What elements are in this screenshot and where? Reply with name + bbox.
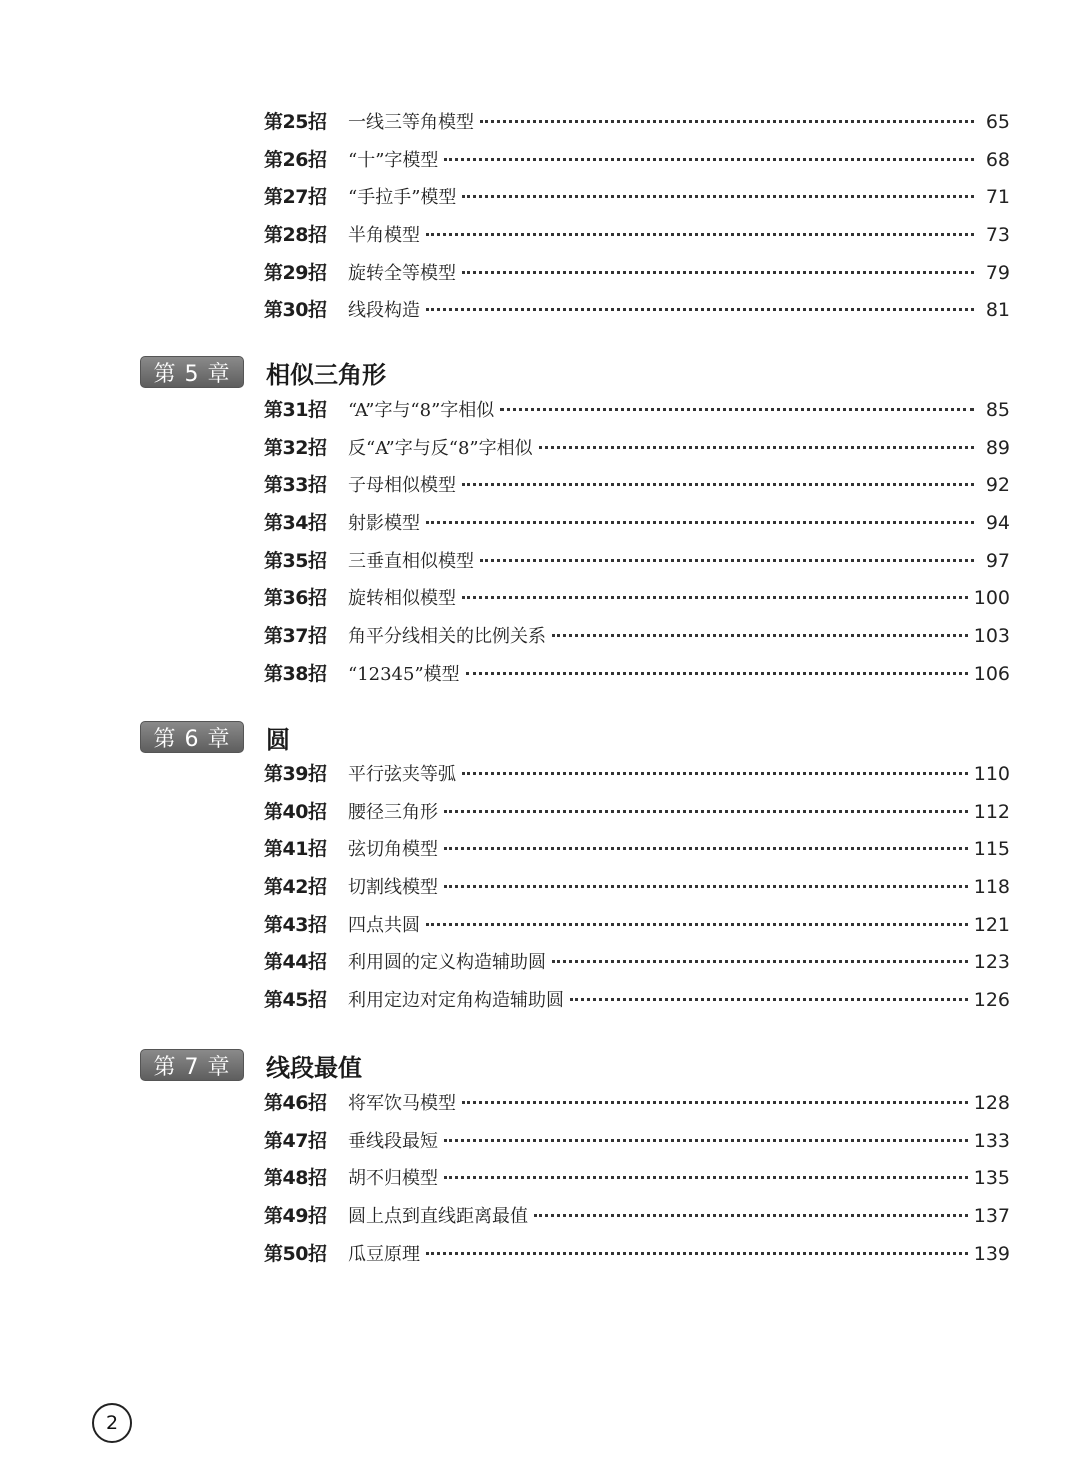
entry-page: 97 [985, 549, 1010, 572]
toc-entry[interactable] [264, 292, 1010, 330]
toc-entry[interactable] [264, 142, 1010, 180]
entry-title: 利用定边对定角构造辅助圆 [348, 990, 564, 1012]
dot-leader [466, 672, 968, 675]
toc-entry[interactable] [264, 869, 1010, 907]
toc-entry[interactable] [264, 1160, 1010, 1198]
entry-number: 第36招 [264, 587, 327, 610]
dot-leader [462, 483, 974, 486]
entry-page: 65 [985, 111, 1010, 133]
entry-page: 123 [973, 951, 1010, 974]
toc-entry[interactable] [264, 756, 1010, 794]
dot-leader [500, 408, 974, 411]
entry-page: 71 [985, 186, 1010, 209]
dot-leader [462, 195, 974, 198]
entry-title: 四点共圆 [348, 914, 420, 936]
entry-page: 133 [973, 1129, 1010, 1152]
entry-title: 将军饮马模型 [348, 1093, 456, 1114]
chapter-heading-5[interactable] [140, 356, 386, 388]
entry-page: 89 [985, 436, 1010, 459]
dot-leader [444, 847, 968, 850]
dot-leader [480, 559, 974, 562]
entry-number: 第32招 [264, 436, 327, 459]
toc-entry[interactable] [264, 1236, 1010, 1274]
entry-number: 第46招 [264, 1092, 327, 1114]
entry-title: 圆上点到直线距离最值 [348, 1206, 528, 1228]
entry-title: 线段构造 [348, 300, 420, 322]
dot-leader [426, 308, 974, 311]
chapter-badge: 第 5 章 [140, 356, 244, 388]
toc-entry[interactable] [264, 618, 1010, 656]
chapter-badge: 第 7 章 [140, 1049, 244, 1081]
dot-leader [426, 1252, 968, 1255]
entry-number: 第26招 [264, 148, 327, 171]
entries-group-chapter-5 [264, 392, 1010, 694]
dot-leader [552, 960, 968, 963]
entry-number: 第45招 [264, 989, 327, 1012]
dot-leader [444, 810, 968, 813]
entries-group-chapter-7 [264, 1085, 1010, 1273]
chapter-heading-6[interactable] [140, 721, 290, 753]
toc-entry[interactable] [264, 907, 1010, 945]
dot-leader [426, 233, 974, 236]
dot-leader [570, 998, 968, 1001]
entry-number: 第34招 [264, 512, 327, 535]
dot-leader [444, 1139, 968, 1142]
dot-leader [480, 120, 974, 123]
entry-page: 128 [973, 1092, 1010, 1114]
entry-number: 第27招 [264, 186, 327, 209]
dot-leader [539, 446, 974, 449]
entry-number: 第41招 [264, 838, 327, 861]
entry-page: 94 [985, 512, 1010, 535]
entry-title: 射影模型 [348, 513, 420, 535]
entry-number: 第37招 [264, 625, 327, 648]
entry-number: 第49招 [264, 1205, 327, 1228]
entry-title: “A”字与“8”字相似 [348, 400, 495, 421]
entry-title: 半角模型 [348, 225, 420, 247]
entry-title: 角平分线相关的比例关系 [348, 626, 546, 648]
dot-leader [462, 1101, 968, 1104]
chapter-title: 圆 [266, 725, 290, 754]
entries-group-chapter-6 [264, 756, 1010, 1020]
toc-entry[interactable] [264, 982, 1010, 1020]
chapter-title: 线段最值 [266, 1053, 362, 1082]
entry-page: 112 [973, 800, 1010, 823]
entry-page: 92 [985, 474, 1010, 497]
dot-leader [462, 772, 968, 775]
entry-number: 第28招 [264, 224, 327, 247]
entry-title: 旋转全等模型 [348, 262, 456, 284]
entry-title: 瓜豆原理 [348, 1243, 420, 1265]
entry-number: 第48招 [264, 1167, 327, 1190]
dot-leader [462, 271, 974, 274]
toc-entry[interactable] [264, 543, 1010, 581]
entry-number: 第42招 [264, 876, 327, 899]
entry-number: 第38招 [264, 662, 327, 685]
toc-entry[interactable] [264, 467, 1010, 505]
entry-title: “手拉手”模型 [348, 187, 457, 209]
entry-title: 旋转相似模型 [348, 588, 456, 610]
toc-entry[interactable] [264, 1085, 1010, 1123]
entry-number: 第40招 [264, 800, 327, 823]
page-number-badge: 2 [92, 1403, 132, 1443]
entry-page: 135 [973, 1167, 1010, 1190]
entry-number: 第43招 [264, 913, 327, 936]
entry-title: “12345”模型 [348, 663, 460, 685]
toc-entry[interactable] [264, 255, 1010, 293]
entry-number: 第30招 [264, 299, 327, 322]
dot-leader [534, 1214, 968, 1217]
entry-page: 110 [973, 763, 1010, 785]
entry-title: 反“A”字与反“8”字相似 [348, 437, 533, 459]
entry-title: “十”字模型 [348, 149, 439, 171]
entry-page: 121 [973, 913, 1010, 936]
toc-entry[interactable] [264, 794, 1010, 832]
toc-entry[interactable] [264, 1123, 1010, 1161]
toc-entry[interactable] [264, 179, 1010, 217]
entry-title: 切割线模型 [348, 877, 438, 899]
entry-number: 第25招 [264, 111, 327, 133]
entry-page: 115 [973, 838, 1010, 861]
entry-page: 103 [973, 625, 1010, 648]
chapter-heading-7[interactable] [140, 1049, 362, 1081]
entry-title: 腰径三角形 [348, 801, 438, 823]
entry-page: 100 [973, 587, 1010, 610]
toc-entry[interactable] [264, 831, 1010, 869]
entry-title: 一线三等角模型 [348, 112, 474, 133]
dot-leader [444, 885, 968, 888]
entry-title: 利用圆的定义构造辅助圆 [348, 952, 546, 974]
entry-page: 126 [973, 989, 1010, 1012]
dot-leader [552, 634, 968, 637]
entry-page: 85 [985, 399, 1010, 421]
toc-entry[interactable] [264, 505, 1010, 543]
toc-entry[interactable] [264, 944, 1010, 982]
entry-page: 79 [985, 261, 1010, 284]
entry-title: 子母相似模型 [348, 475, 456, 497]
toc-entry[interactable] [264, 217, 1010, 255]
toc-entry[interactable] [264, 392, 1010, 430]
dot-leader [444, 158, 974, 161]
entry-title: 胡不归模型 [348, 1168, 438, 1190]
dot-leader [462, 596, 968, 599]
chapter-title: 相似三角形 [266, 360, 386, 389]
entry-page: 81 [985, 299, 1010, 322]
entry-number: 第39招 [264, 763, 327, 785]
entry-title: 平行弦夹等弧 [348, 764, 456, 785]
entry-page: 118 [973, 876, 1010, 899]
toc-entry[interactable] [264, 656, 1010, 694]
entry-page: 139 [973, 1242, 1010, 1265]
chapter-badge: 第 6 章 [140, 721, 244, 753]
entry-number: 第35招 [264, 549, 327, 572]
toc-entry[interactable] [264, 430, 1010, 468]
entry-number: 第29招 [264, 261, 327, 284]
entries-group-1 [264, 104, 1010, 330]
entry-title: 垂线段最短 [348, 1130, 438, 1152]
entry-page: 137 [973, 1205, 1010, 1228]
entry-number: 第44招 [264, 951, 327, 974]
entry-number: 第31招 [264, 399, 327, 421]
entry-page: 73 [985, 224, 1010, 247]
toc-entry[interactable] [264, 580, 1010, 618]
toc-entry[interactable] [264, 1198, 1010, 1236]
toc-entry[interactable] [264, 104, 1010, 142]
entry-number: 第33招 [264, 474, 327, 497]
dot-leader [426, 923, 968, 926]
dot-leader [444, 1176, 968, 1179]
entry-title: 弦切角模型 [348, 839, 438, 861]
entry-page: 68 [985, 148, 1010, 171]
dot-leader [426, 521, 974, 524]
entry-page: 106 [973, 662, 1010, 685]
entry-number: 第50招 [264, 1242, 327, 1265]
entry-number: 第47招 [264, 1129, 327, 1152]
entry-title: 三垂直相似模型 [348, 550, 474, 572]
